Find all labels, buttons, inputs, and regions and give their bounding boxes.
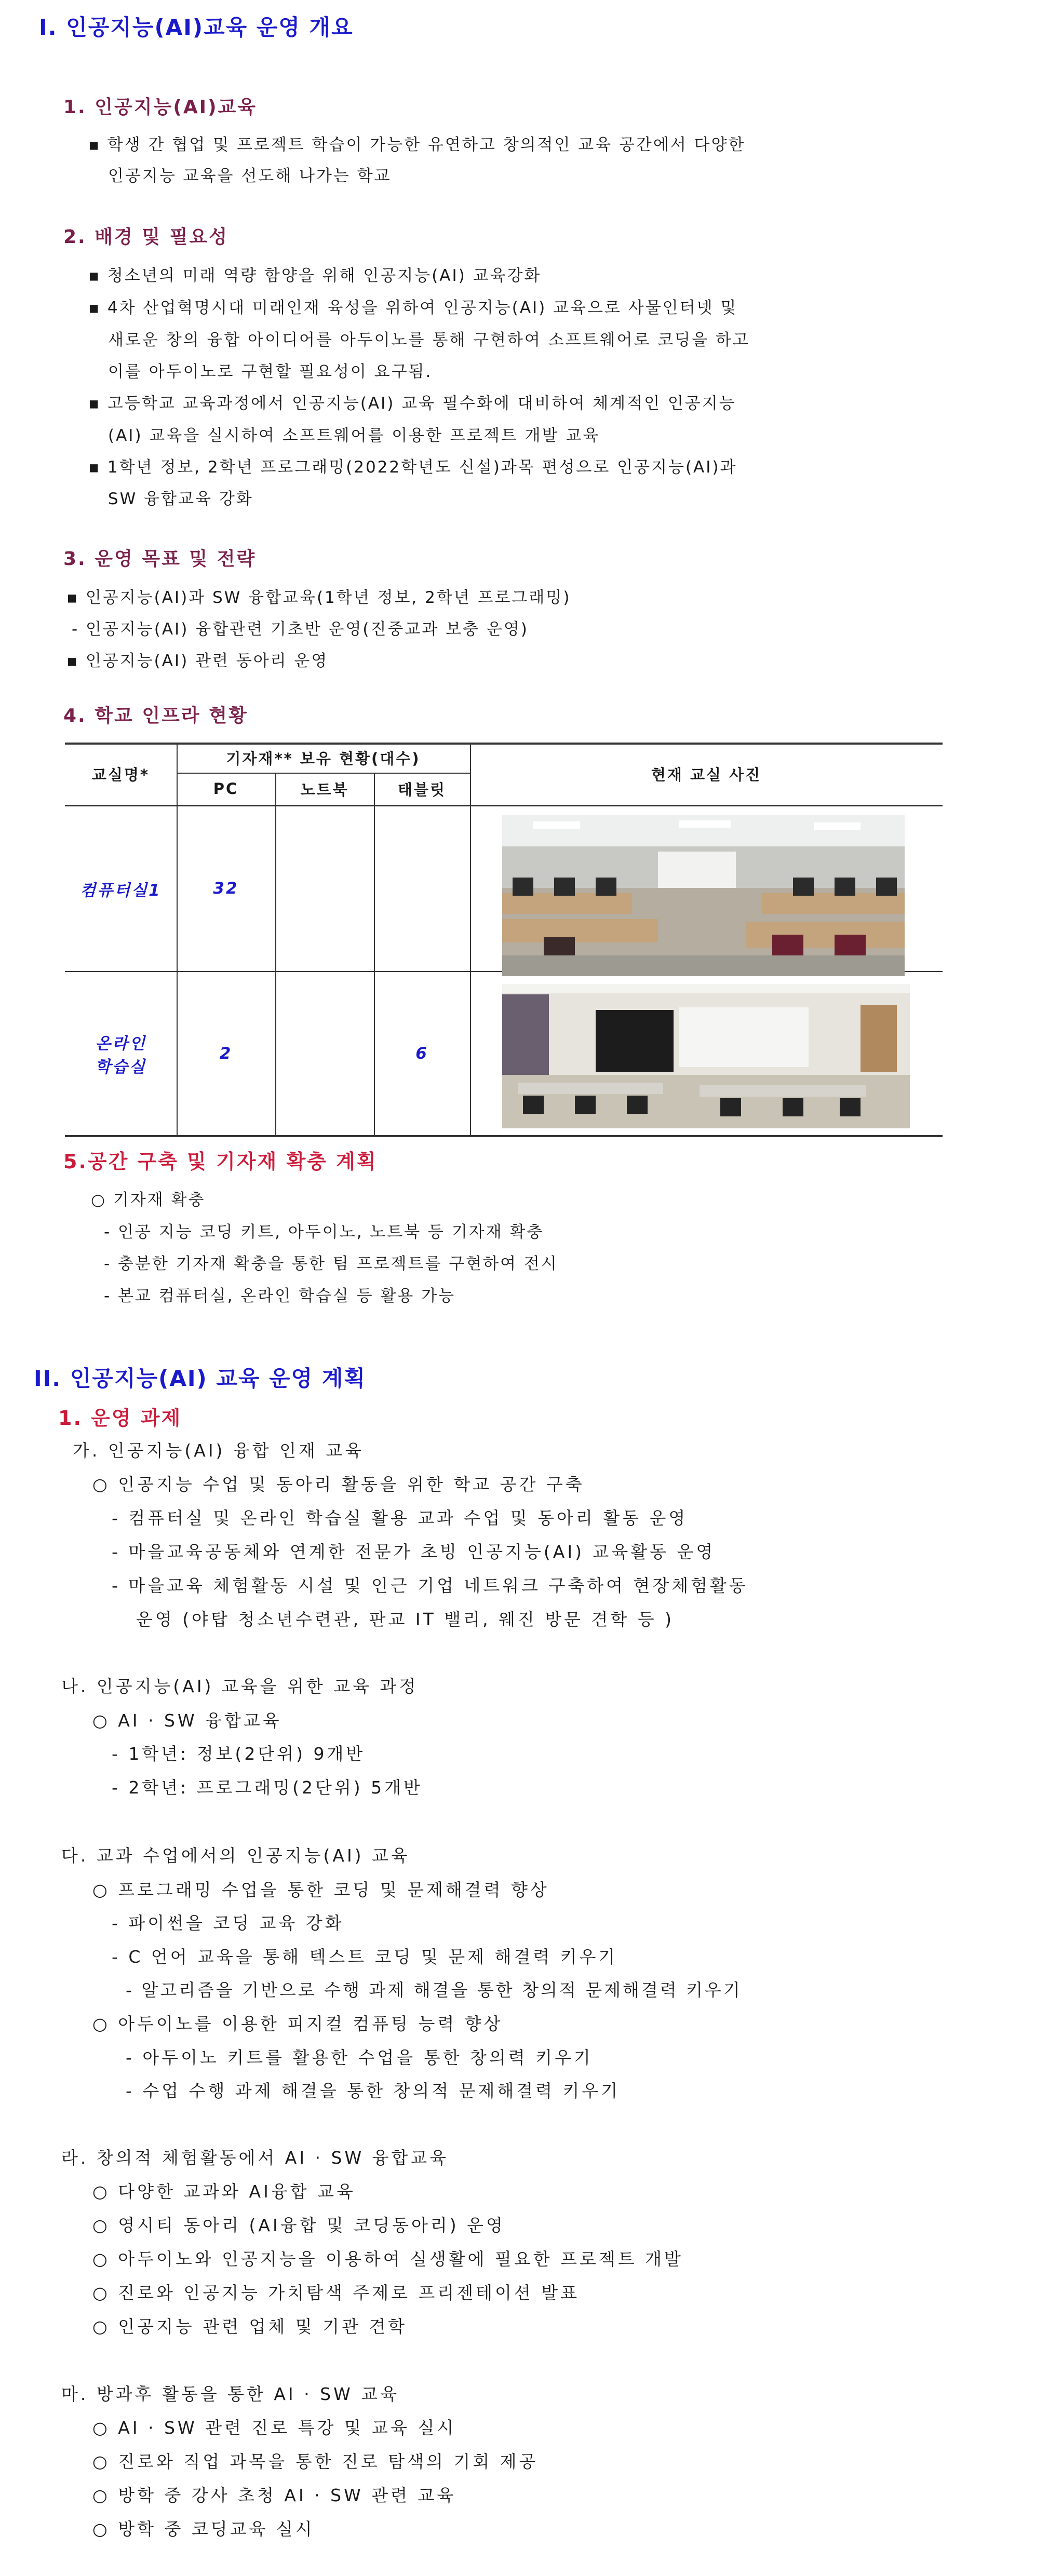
part1-title: I. 인공지능(AI)교육 운영 개요 (39, 15, 354, 40)
table-cell-room: 컴퓨터실1 (80, 881, 162, 900)
subsection-da-line: - 알고리즘을 기반으로 수행 과제 해결을 통한 창의적 문제해결력 키우기 (126, 1980, 742, 2000)
table-cell-pc: 2 (219, 1044, 233, 1063)
section3-line: - 인공지능(AI) 융합관련 기초반 운영(진중교과 보충 운영) (72, 620, 529, 639)
section3-line: ▪ 인공지능(AI)과 SW 융합교육(1학년 정보, 2학년 프로그래밍) (66, 588, 571, 607)
subsection-ga-line: - 마을교육공동체와 연계한 전문가 초빙 인공지능(AI) 교육활동 운영 (112, 1542, 716, 1562)
subsection-ma-line: ○ 방학 중 강사 초청 AI · SW 관련 교육 (92, 2485, 456, 2505)
section1-line: 인공지능 교육을 선도해 나가는 학교 (108, 167, 392, 185)
subsection-ra-line: ○ 진로와 인공지능 가치탐색 주제로 프리젠테이션 발표 (92, 2283, 580, 2303)
section2-line: SW 융합교육 강화 (108, 490, 253, 508)
subsection-ra-line: ○ 다양한 교과와 AI융합 교육 (92, 2181, 356, 2202)
col-header-photo: 현재 교실 사진 (651, 765, 762, 784)
col-header-equipment: 기자재** 보유 현황(대수) (226, 749, 421, 767)
section5-line: - 충분한 기자재 확충을 통한 팀 프로젝트를 구현하여 전시 (104, 1255, 558, 1273)
section1-line: ▪ 학생 간 협업 및 프로젝트 학습이 가능한 유연하고 창의적인 교육 공간에서 다양한 (88, 136, 746, 154)
section1-title: 1. 인공지능(AI)교육 (63, 97, 258, 118)
section3-title: 3. 운영 목표 및 전략 (63, 548, 257, 570)
subsection-ma-line: ○ 방학 중 코딩교육 실시 (92, 2519, 315, 2539)
subsection-ma-line: ○ 진로와 직업 과목을 통한 진로 탐색의 기회 제공 (92, 2451, 539, 2472)
col-header-laptop: 노트북 (300, 780, 349, 799)
subsection-ra-line: ○ 아두이노와 인공지능을 이용하여 실생활에 필요한 프로젝트 개발 (92, 2249, 683, 2269)
computer-lab-photo (502, 815, 905, 976)
section5-line: - 인공 지능 코딩 키트, 아두이노, 노트북 등 기자재 확충 (104, 1223, 544, 1242)
section4-title: 4. 학교 인프라 현황 (63, 705, 248, 726)
subsection-ma-line: ○ AI · SW 관련 진로 특강 및 교육 실시 (92, 2418, 456, 2438)
subsection-ra-line: ○ 인공지능 관련 업체 및 기관 견학 (92, 2316, 408, 2337)
room-name-line: 온라인 (95, 1034, 146, 1053)
subsection-ma-title: 마. 방과후 활동을 통한 AI · SW 교육 (61, 2384, 399, 2404)
subsection-ra-line: ○ 영시티 동아리 (AI융합 및 코딩동아리) 운영 (92, 2215, 505, 2235)
subsection-da-line: ○ 아두이노를 이용한 피지컬 컴퓨팅 능력 향상 (92, 2014, 503, 2034)
online-classroom-photo (502, 984, 910, 1128)
section3-line: ▪ 인공지능(AI) 관련 동아리 운영 (66, 652, 329, 670)
table-cell-tablet: 6 (415, 1044, 428, 1063)
section2-line: ▪ 1학년 정보, 2학년 프로그래밍(2022학년도 신설)과목 편성으로 인공지능(AI)과 (88, 458, 737, 477)
section5-line: ○ 기자재 확충 (91, 1191, 206, 1209)
col-header-pc: PC (213, 780, 239, 798)
subsection-da-line: - C 언어 교육을 통해 텍스트 코딩 및 문제 해결력 키우기 (112, 1947, 618, 1967)
table-cell-room (65, 972, 177, 1135)
section2-title: 2. 배경 및 필요성 (63, 226, 228, 248)
table-cell-tablet (374, 806, 470, 971)
subsection-da-line: - 파이썬을 코딩 교육 강화 (112, 1913, 344, 1933)
col-header-tablet: 태블릿 (397, 780, 447, 799)
section2-line: (AI) 교육을 실시하여 소프트웨어를 이용한 프로젝트 개발 교육 (108, 426, 600, 445)
section2-line: ▪ 4차 산업혁명시대 미래인재 육성을 위하여 인공지능(AI) 교육으로 사물인터넷 및 (88, 299, 738, 317)
section5-title: 5.공간 구축 및 기자재 확충 계획 (63, 1150, 378, 1173)
subsection-na-line: - 1학년: 정보(2단위) 9개반 (112, 1744, 366, 1764)
part2-section1-title: 1. 운영 과제 (58, 1407, 182, 1429)
section5-line: - 본교 컴퓨터실, 온라인 학습실 등 활용 가능 (104, 1287, 456, 1305)
table-cell-laptop (275, 806, 374, 971)
subsection-na-title: 나. 인공지능(AI) 교육을 위한 교육 과정 (61, 1676, 419, 1696)
subsection-ra-title: 라. 창의적 체험활동에서 AI · SW 융합교육 (61, 2148, 449, 2168)
room-name-line: 학습실 (95, 1058, 146, 1076)
subsection-ga-line: - 마을교육 체험활동 시설 및 인근 기업 네트워크 구축하여 현장체험활동 (112, 1575, 748, 1596)
subsection-da-title: 다. 교과 수업에서의 인공지능(AI) 교육 (61, 1845, 410, 1866)
section2-line: 새로운 창의 융합 아이디어를 아두이노를 통해 구현하여 소프트웨어로 코딩을 하고 (108, 331, 750, 349)
subsection-na-line: - 2학년: 프로그래밍(2단위) 5개반 (112, 1777, 423, 1798)
subsection-na-line: ○ AI · SW 융합교육 (92, 1710, 282, 1731)
table-cell-laptop (275, 972, 374, 1135)
subsection-da-line: - 수업 수행 과제 해결을 통한 창의적 문제해결력 키우기 (126, 2081, 621, 2101)
col-header-room: 교실명* (91, 765, 150, 784)
subsection-da-line: - 아두이노 키트를 활용한 수업을 통한 창의력 키우기 (126, 2047, 593, 2068)
infra-table (65, 743, 943, 1137)
section2-line: ▪ 고등학교 교육과정에서 인공지능(AI) 교육 필수화에 대비하여 체계적인 인공지능 (88, 394, 736, 413)
section2-line: 이를 아두이노로 구현할 필요성이 요구됨. (108, 362, 433, 381)
subsection-ga-line: - 컴퓨터실 및 온라인 학습실 활용 교과 수업 및 동아리 활동 운영 (112, 1508, 688, 1528)
table-cell-pc: 32 (213, 879, 239, 898)
subsection-ga-title: 가. 인공지능(AI) 융합 인재 교육 (73, 1440, 365, 1461)
subsection-ga-line: 운영 (야탑 청소년수련관, 판교 IT 밸리, 웨진 방문 견학 등 ) (136, 1609, 674, 1629)
subsection-ga-line: ○ 인공지능 수업 및 동아리 활동을 위한 학교 공간 구축 (92, 1474, 585, 1494)
part2-title: II. 인공지능(AI) 교육 운영 계획 (34, 1366, 366, 1391)
subsection-da-line: ○ 프로그래밍 수업을 통한 코딩 및 문제해결력 향상 (92, 1880, 549, 1900)
section2-line: ▪ 청소년의 미래 역량 함양을 위해 인공지능(AI) 교육강화 (88, 266, 542, 285)
